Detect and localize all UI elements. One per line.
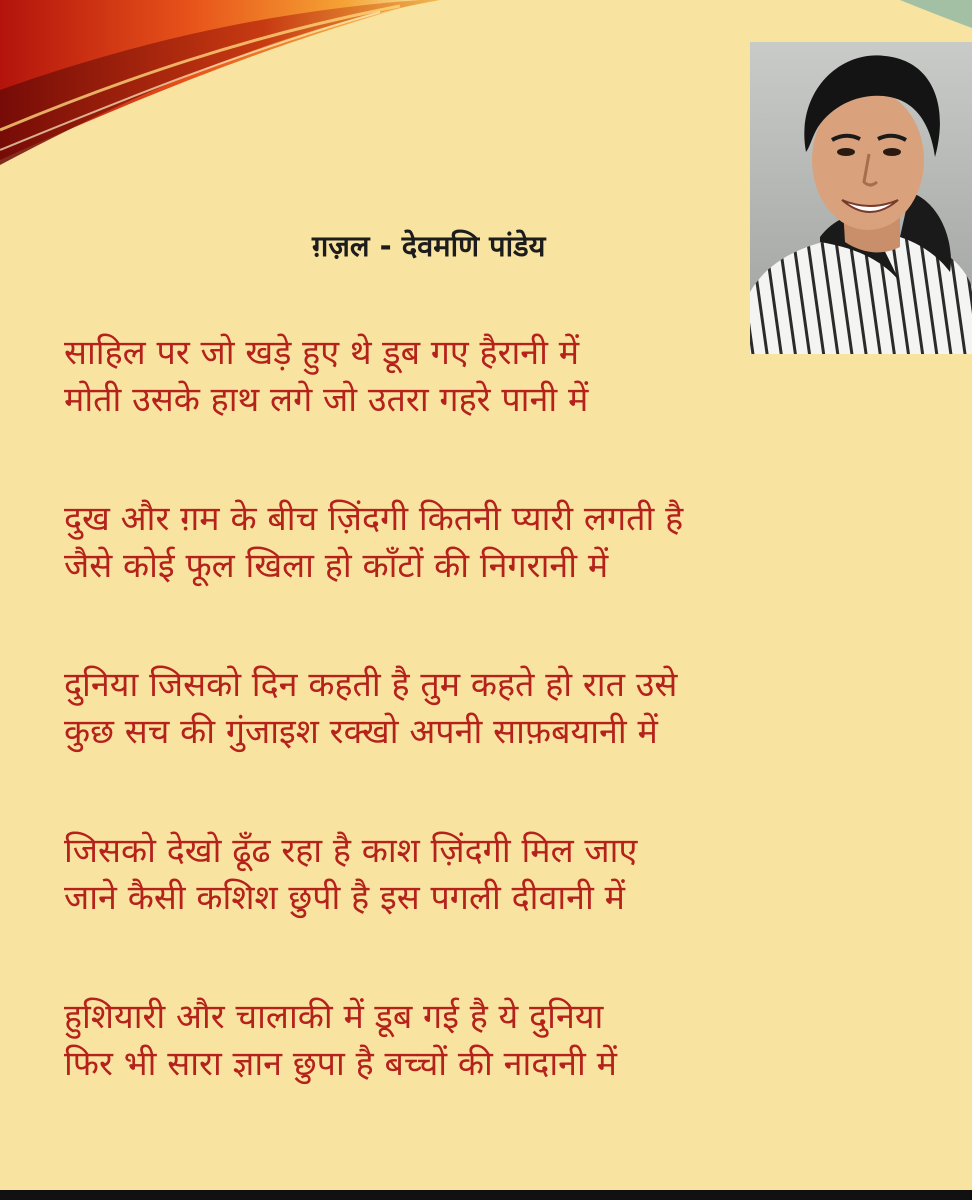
- poem-body: [64, 330, 744, 1160]
- poem-line: कुछ सच की गुंजाइश रक्खो अपनी साफ़बयानी में: [64, 712, 658, 752]
- stanza: [64, 496, 744, 590]
- poem-title: ग़ज़ल - देवमणि पांडेय: [312, 229, 546, 263]
- poem-line: दुख और ग़म के बीच ज़िंदगी कितनी प्यारी लगती है: [64, 499, 684, 539]
- poem-line: हुशियारी और चालाकी में डूब गई है ये दुनिया: [64, 997, 604, 1037]
- stanza: [64, 994, 744, 1088]
- poem-line: जिसको देखो ढूँढ रहा है काश ज़िंदगी मिल जाए: [64, 831, 638, 871]
- poem-line: जाने कैसी कशिश छुपी है इस पगली दीवानी में: [64, 878, 625, 918]
- poem-line: जैसे कोई फूल खिला हो काँटों की निगरानी में: [64, 546, 609, 586]
- poem-line: मोती उसके हाथ लगे जो उतरा गहरे पानी में: [64, 380, 589, 420]
- author-portrait: [750, 42, 972, 354]
- stanza: [64, 828, 744, 922]
- stanza: [64, 330, 744, 424]
- bottom-border: [0, 1190, 972, 1200]
- poem-line: साहिल पर जो खड़े हुए थे डूब गए हैरानी में: [64, 333, 580, 373]
- stanza: [64, 662, 744, 756]
- poem-line: दुनिया जिसको दिन कहती है तुम कहते हो रात उसे: [64, 665, 678, 705]
- poem-line: फिर भी सारा ज्ञान छुपा है बच्चों की नादानी में: [64, 1044, 617, 1084]
